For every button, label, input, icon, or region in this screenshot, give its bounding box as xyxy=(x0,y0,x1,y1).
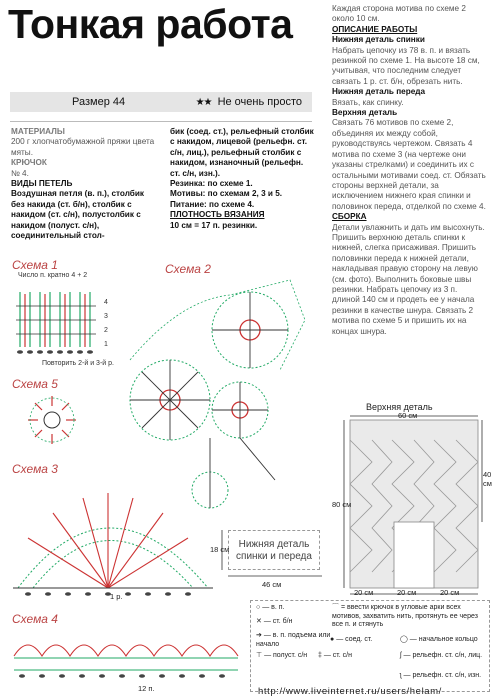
scheme-1-note: Число п. кратно 4 + 2 xyxy=(18,272,88,279)
scheme-4-repeat: 12 п. xyxy=(138,684,155,693)
front-lower-heading: Нижняя деталь переда xyxy=(332,87,426,97)
scheme-3-diagram xyxy=(8,478,218,608)
svg-text:4: 4 xyxy=(104,299,108,306)
scheme-4-label: Схема 4 xyxy=(12,612,58,626)
legend-join: ⌒ = ввести крючок в угловые арки всех мотивов, захватить нить, протянуть ее через все п. и стянуть xyxy=(332,604,478,628)
legend-fpdc: ʃ — рельефн. ст. с/н, лиц. xyxy=(400,652,483,659)
svg-text:2: 2 xyxy=(104,327,108,334)
size-label: Размер 44 xyxy=(72,96,126,108)
legend-ch: ○ — в. п. xyxy=(256,604,285,611)
back-lower-heading: Нижняя деталь спинки xyxy=(332,35,425,45)
arrow-icon: ➔ xyxy=(256,632,262,639)
stitches-cont: бик (соед. ст.), рельефный столбик с накидом, лицевой (рельефн. ст. с/н, лиц.), рельефный столбик с накидом, изнаночный (рельефн. ст. с/н, изн.). xyxy=(170,127,314,178)
instructions-column xyxy=(332,4,486,337)
dim-40cm: 40 см xyxy=(483,470,492,488)
dim-20cm-a: 20 см xyxy=(354,588,374,597)
join-icon: ⌒ xyxy=(332,604,339,611)
upper-heading: Верхняя деталь xyxy=(332,108,398,118)
size-bar xyxy=(10,92,312,112)
dim-18cm: 18 см xyxy=(210,545,230,554)
line-motifs: Мотивы: по схемам 2, 3 и 5. xyxy=(170,189,283,199)
work-heading: ОПИСАНИЕ РАБОТЫ xyxy=(332,24,418,34)
materials-text: 200 г хлопчатобумажной пряжи цвета мяты. xyxy=(11,137,155,157)
upper-part-diagram xyxy=(338,412,488,600)
legend-hdc: ⊤ — полуст. с/н xyxy=(256,652,308,659)
legend-sc: ✕ — ст. б/н xyxy=(256,618,293,625)
scheme-1-repeat: Повторить 2-й и 3-й р. xyxy=(42,360,114,367)
hook-text: № 4. xyxy=(11,168,29,178)
back-lower-text: Набрать цепочку из 78 в. п. и вязать резинкой по схеме 1. На высоте 18 см, учитывая, что последним следует связать 1 р. ст. б/н, обрезать нить. xyxy=(332,45,480,86)
legend-bpdc: ʅ — рельефн. ст. с/н, изн. xyxy=(400,672,482,679)
upper-text: Связать 76 мотивов по схеме 2, объединяя их между собой, руководствуясь чертежом. Связать 4 мотива по схеме 3 (на чертеже они указаны стрелками) и соединить их с остальными мотивами соед. ст. Обязать стороны верхней детали, за исключением нижнего края спинки и половинок переда, отделкой по схеме 4. xyxy=(332,118,486,211)
cross-icon: ✕ xyxy=(256,618,262,625)
stitches-text: Воздушная петля (в. п.), столбик без накида (ст. б/н), столбик с накидом (ст. с/н), полустолбик с накидом (полуст. с/н), соединительный стол- xyxy=(11,189,144,241)
dim-80cm: 80 см xyxy=(332,500,352,509)
star-icon: ★★ xyxy=(195,97,212,108)
dim-46cm: 46 см xyxy=(262,580,282,589)
assembly-text: Детали увлажнить и дать им высохнуть. Пришить верхнюю деталь спинки к нижней, слегка присаживая. Пришить половинки переда к нижней детали, накладывая правую сторону на левую (см. фото). Выполнить боковые швы резинки. Набрать цепочку из 3 п. длиной 140 см и продеть ее у начала резинки в качестве шнура. Связать 2 мотива по схеме 5 и пришить их на концах шнура. xyxy=(332,222,485,336)
relief-back-icon: ʅ xyxy=(400,672,402,679)
hdc-icon: ⊤ xyxy=(256,652,263,659)
front-lower-text: Вязать, как спинку. xyxy=(332,97,404,107)
source-url: http://www.liveinternet.ru/users/helam/ xyxy=(258,686,442,697)
scheme-5-label: Схема 5 xyxy=(12,377,58,391)
scheme-3-row: 1 р. xyxy=(110,592,123,601)
hook-heading: КРЮЧОК xyxy=(11,158,47,168)
legend-slst: ● — соед. ст. xyxy=(330,636,373,643)
svg-text:3: 3 xyxy=(104,313,108,320)
dim-20cm-c: 20 см xyxy=(440,588,460,597)
materials-heading: МАТЕРИАЛЫ xyxy=(11,127,65,136)
scheme-2-diagram xyxy=(90,260,320,510)
scheme-3-label: Схема 3 xyxy=(12,462,58,476)
legend-start: ➔ — в. п. подъема или начало xyxy=(256,632,331,648)
dc-icon: ‡ xyxy=(318,652,322,659)
line-edging: Питание: по схеме 4. xyxy=(170,199,255,209)
stitches-heading: ВИДЫ ПЕТЕЛЬ xyxy=(11,179,73,189)
relief-front-icon: ʃ xyxy=(400,652,402,659)
scheme-5-diagram xyxy=(18,392,88,450)
scheme-4-diagram xyxy=(8,626,240,686)
intro-text: Каждая сторона мотива по схеме 2 около 10 см. xyxy=(332,4,466,24)
chain-icon: ○ xyxy=(256,604,261,611)
divider xyxy=(10,121,312,122)
dim-60cm: 60 см xyxy=(398,411,418,420)
materials-column xyxy=(11,127,159,241)
difficulty-text: Не очень просто xyxy=(217,96,302,108)
scheme-2-label: Схема 2 xyxy=(165,262,211,276)
assembly-heading: СБОРКА xyxy=(332,212,367,222)
page-title: Тонкая работа xyxy=(8,1,293,47)
density-heading: ПЛОТНОСТЬ ВЯЗАНИЯ xyxy=(170,210,265,220)
svg-text:1: 1 xyxy=(104,341,108,348)
legend-ring: ◯ — начальное кольцо xyxy=(400,636,478,643)
legend-dc: ‡ — ст. с/н xyxy=(318,652,352,659)
line-rib: Резинка: по схеме 1. xyxy=(170,179,253,189)
difficulty xyxy=(196,96,302,108)
stitches-column xyxy=(170,127,315,231)
upper-part-title: Верхняя деталь xyxy=(366,402,433,412)
lower-part-dimensions xyxy=(218,520,328,582)
dim-20cm-b: 20 см xyxy=(397,588,417,597)
slst-icon: ● xyxy=(330,636,335,643)
density-text: 10 см = 17 п. резинки. xyxy=(170,220,258,230)
ring-icon: ◯ xyxy=(400,636,408,643)
lower-part-title: Нижняя деталь спинки и переда xyxy=(236,539,312,562)
scheme-1-label: Схема 1 xyxy=(12,258,58,272)
